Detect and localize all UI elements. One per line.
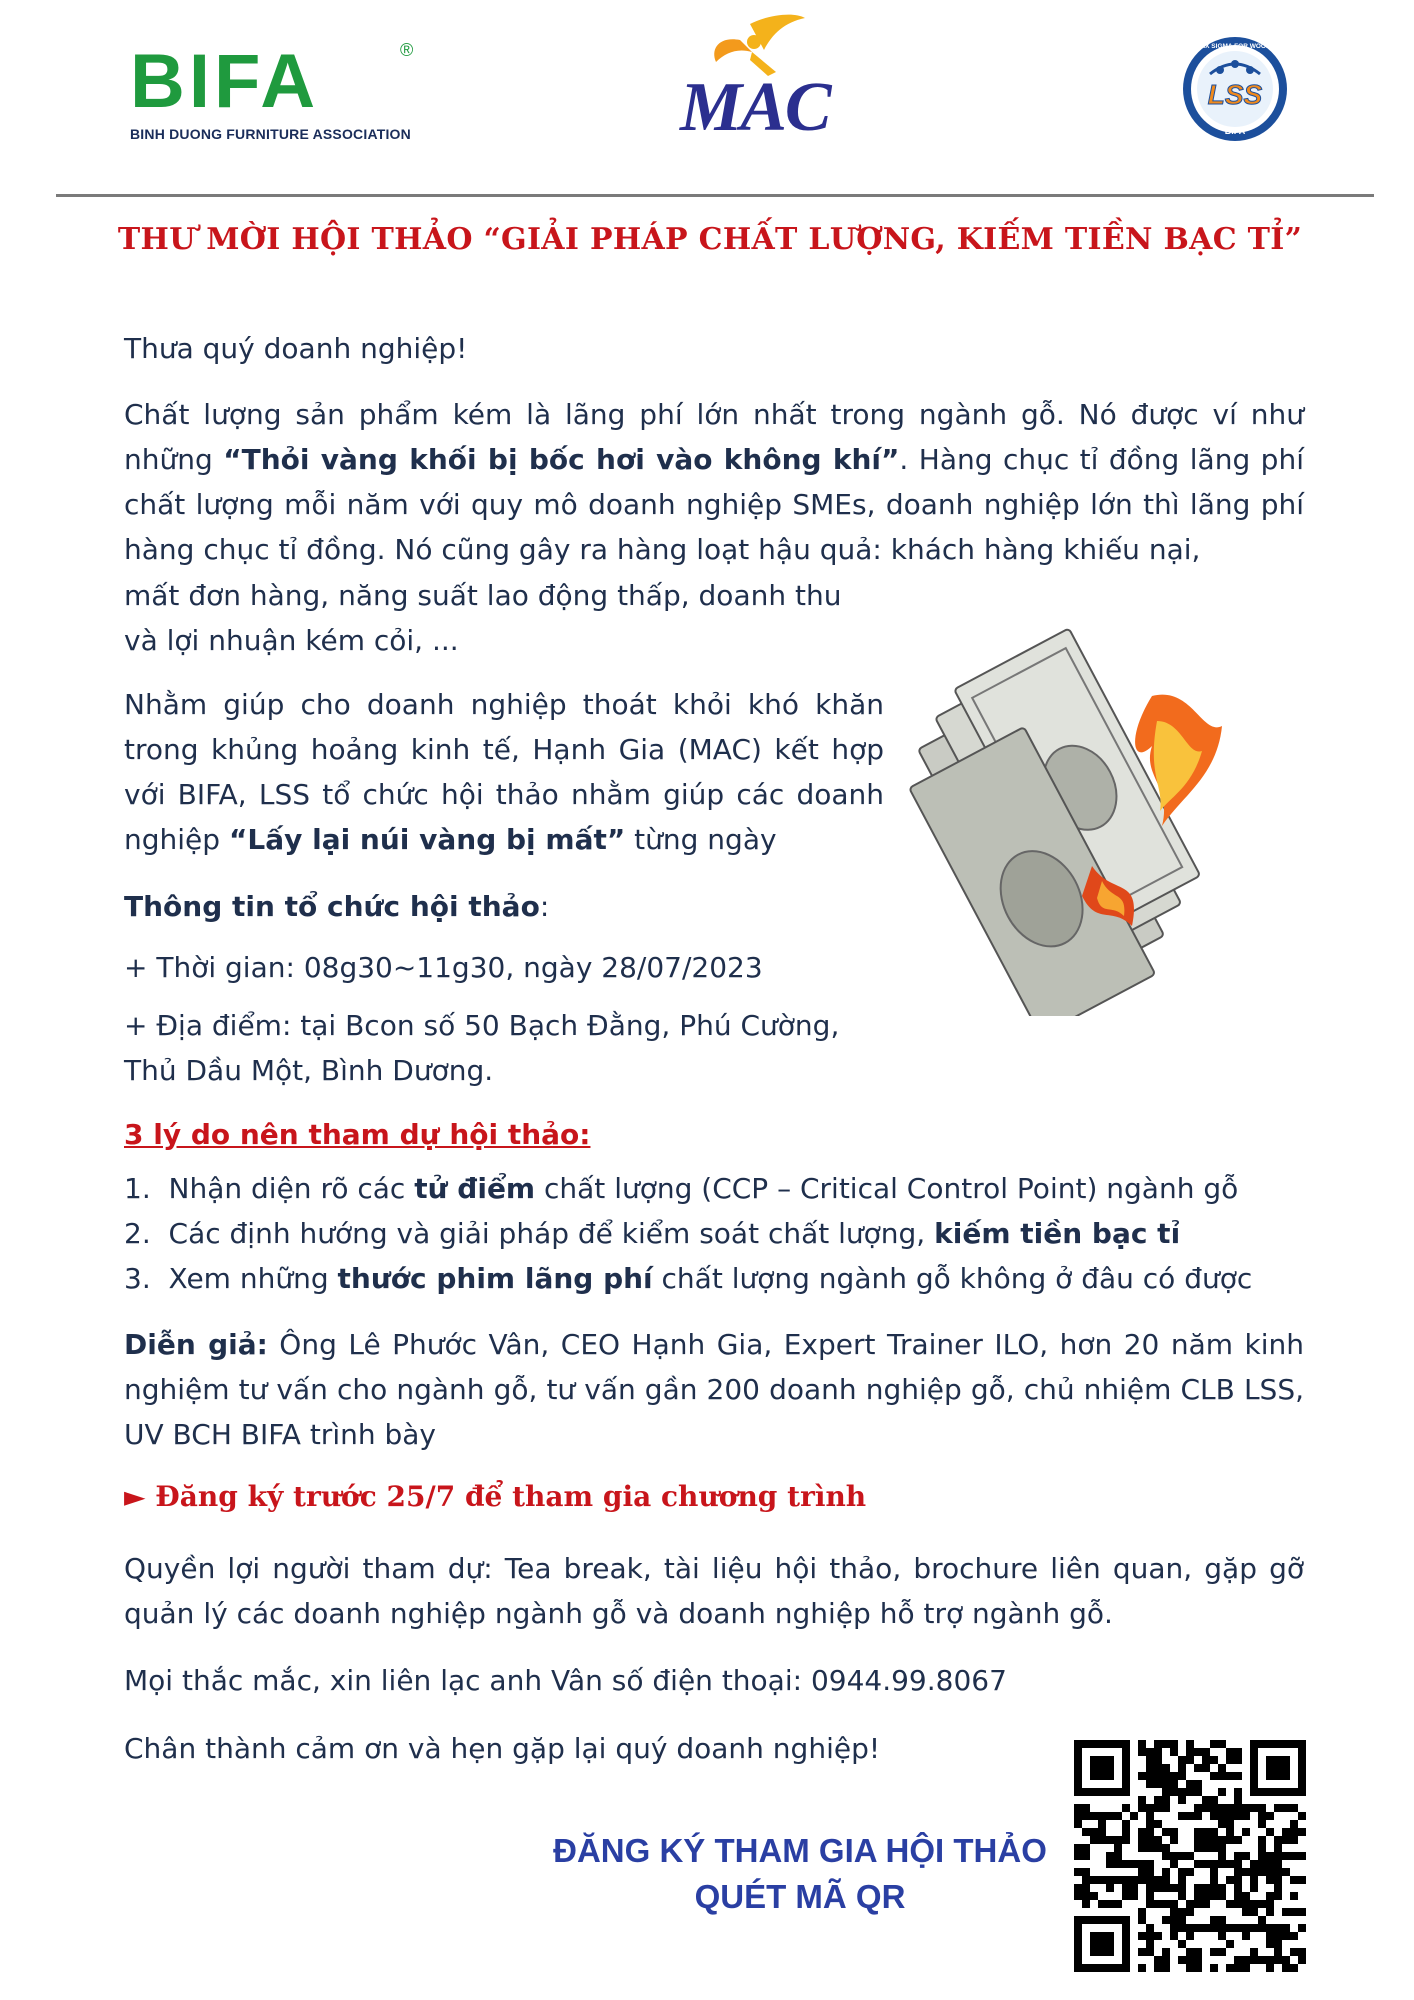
purpose-text: Nhằm giúp cho doanh nghiệp thoát khỏi khó khăn trong khủng hoảng kinh tế, Hạnh Gia (MAC) kết hợp với BIFA, LSS tổ chức hội thảo nhằm giúp các doanh nghiệp [124,688,884,856]
intro-highlight: “Thỏi vàng khối bị bốc hơi vào không khí” [223,443,900,476]
lss-ring-text: LEAN SIX SIGMA FOR WOOD CLUB [1180,43,1290,50]
closing-thanks: Chân thành cảm ơn và hẹn gặp lại quý doanh nghiệp! [124,1732,881,1765]
list-item [124,1256,1324,1301]
mac-logo-text: MAC [680,69,830,146]
speaker-paragraph [124,1322,1304,1457]
registration-qr-code[interactable] [1074,1740,1306,1972]
registration-deadline [124,1480,866,1513]
lss-logo [1180,34,1290,144]
arrow-right-icon: ► [124,1480,146,1513]
list-number: 3. [124,1262,151,1295]
speaker-label: Diễn giả: [124,1328,268,1361]
list-highlight: tử điểm [414,1172,536,1205]
list-item [124,1166,1324,1211]
event-location: + Địa điểm: tại Bcon số 50 Bạch Đằng, Phú Cường, Thủ Dầu Một, Bình Dương. [124,1009,840,1087]
list-highlight: kiếm tiền bạc tỉ [934,1217,1181,1250]
intro-paragraph [124,392,1304,572]
attendee-benefits: Quyền lợi người tham dự: Tea break, tài liệu hội thảo, brochure liên quan, gặp gỡ quản lý các doanh nghiệp ngành gỗ và doanh nghiệp hỗ trợ ngành gỗ. [124,1552,1304,1630]
intro-paragraph-end: mất đơn hàng, năng suất lao động thấp, doanh thu và lợi nhuận kém cỏi, ... [124,579,842,657]
mac-logo [680,14,830,146]
list-text: Nhận diện rõ các [168,1172,415,1205]
event-info-colon: : [539,890,550,923]
cta-line-2: QUÉT MÃ QR [694,1878,906,1915]
list-text-end: chất lượng (CCP – Critical Control Point) ngành gỗ [535,1172,1239,1205]
list-number: 1. [124,1172,151,1205]
event-info-heading [124,884,549,929]
purpose-text-end: từng ngày [625,823,777,856]
cta-line-1: ĐĂNG KÝ THAM GIA HỘI THẢO [553,1832,1047,1869]
bifa-logo [130,39,440,144]
event-time: + Thời gian: 08g30~11g30, ngày 28/07/2023 [124,951,763,984]
speaker-text: Ông Lê Phước Vân, CEO Hạnh Gia, Expert Trainer ILO, hơn 20 năm kinh nghiệm tư vấn cho ngành gỗ, tư vấn gần 200 doanh nghiệp gỗ, chủ nhiệm CLB LSS, UV BCH BIFA trình bày [124,1328,1304,1451]
burning-money-image [902,626,1242,1016]
qr-call-to-action [530,1828,1070,1920]
qr-code-icon[interactable] [1074,1740,1306,1972]
header-divider [56,194,1374,197]
list-text: Xem những [168,1262,338,1295]
registered-mark: ® [400,40,414,60]
list-text: Các định hướng và giải pháp để kiểm soát chất lượng, [168,1217,935,1250]
list-item [124,1211,1324,1256]
intro-text-cont: . Hàng chục tỉ đồng lãng phí chất lượng mỗi năm với quy mô doanh nghiệp SMEs, doanh nghiệp lớn thì lãng phí hàng chục tỉ đồng. Nó cũng gây ra hàng loạt hậu quả: khách hàng khiếu nại, [124,443,1304,566]
lss-bottom-text: BIFA [1224,126,1246,136]
bifa-logo-text: BIFA [130,39,320,124]
purpose-highlight: “Lấy lại núi vàng bị mất” [228,823,626,856]
contact-info: Mọi thắc mắc, xin liên lạc anh Vân số điện thoại: 0944.99.8067 [124,1664,1007,1697]
greeting: Thưa quý doanh nghiệp! [124,332,468,365]
burning-banknotes-icon [902,626,1242,1016]
reasons-heading: 3 lý do nên tham dự hội thảo: [124,1118,591,1151]
list-highlight: thước phim lãng phí [337,1262,653,1295]
lss-emblem-icon [1180,34,1290,144]
registration-text: Đăng ký trước 25/7 để tham gia chương trình [155,1480,867,1513]
reasons-list [124,1166,1324,1301]
lss-logo-text: LSS [1207,79,1263,110]
list-text-end: chất lượng ngành gỗ không ở đâu có được [652,1262,1253,1295]
event-info-title: Thông tin tổ chức hội thảo [124,890,540,923]
page-title: THƯ MỜI HỘI THẢO “GIẢI PHÁP CHẤT LƯỢNG, KIẾM TIỀN BẠC TỈ” [117,222,1303,257]
intro-text: Chất lượng sản phẩm kém là lãng phí lớn nhất trong ngành gỗ. Nó được ví như những [124,398,1304,476]
purpose-paragraph [124,682,884,862]
list-number: 2. [124,1217,151,1250]
bifa-subtitle: BINH DUONG FURNITURE ASSOCIATION [130,126,411,142]
